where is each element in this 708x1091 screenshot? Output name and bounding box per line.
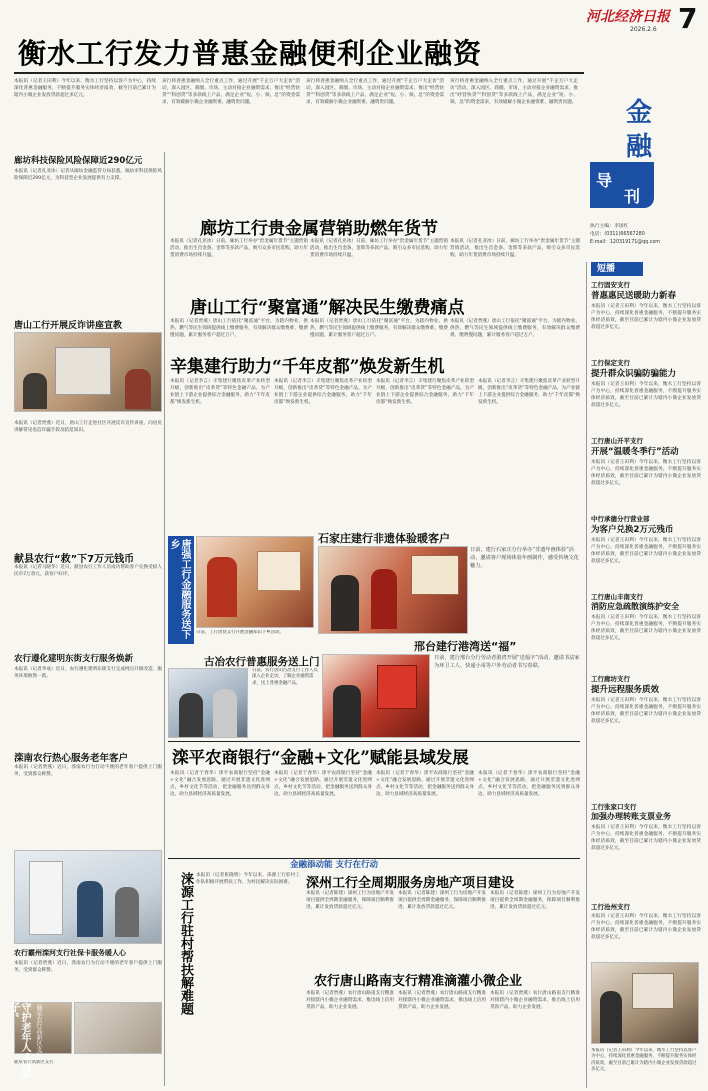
main-body-2: 该行将普惠金融纳入全行重点工作，通过开展“千企万户大走访”活动，深入园区、商圈、市场，主动对接企业融资需求，推出“经营快贷”“科创贷”等多款线上产品，满足企业“短、小、频、急”的资金需求，有效破解小微企业融资难、融资贵问题。 xyxy=(306,79,444,106)
brief-5 xyxy=(591,592,701,664)
main-body-3: 该行将普惠金融纳入全行重点工作，通过开展“千企万户大走访”活动，深入园区、商圈、市场，主动对接企业融资需求，推出“经营快贷”“科创贷”等多款线上产品，满足企业“短、小、频、急”的资金需求，有效破解小微企业融资难、融资贵问题。 xyxy=(450,79,578,106)
lf-body-3: 本报讯（记者孔亚冰）日前，廊坊工行举办“贵金属年货节”主题营销活动，推出生肖金条、金饰等多款产品，吸引众多市民选购，助力年货消费市场持续升温。 xyxy=(450,239,580,259)
brief-7-sub: 加强办理转账支票业务 xyxy=(591,812,671,821)
ts-body-3: 本报讯（记者贾燕）唐山工行依托“聚富通”平台，为辖内物业、供热、燃气等民生领域提供线上缴费服务，有效解决群众缴费难、缴费慢问题，累计服务客户超过万户。 xyxy=(450,319,580,339)
lp-body-3: 本报讯（记者于春华）滦平农商银行坚持“金融+文化”融合发展思路，通过开展非遗文化进网点、乡村文化节等活动，把金融服务送到群众身边，助力县域经济高质量发展。 xyxy=(376,771,474,798)
lf-body-1: 本报讯（记者孔亚冰）日前，廊坊工行举办“贵金属年货节”主题营销活动，推出生肖金条、金饰等多款产品，吸引众多市民选购，助力年货消费市场持续升温。 xyxy=(170,239,308,259)
left-photo-caption: 鹿泉农行高新区支行 xyxy=(14,1060,54,1065)
brief-7 xyxy=(591,802,701,902)
psbc-feature-title: 古冶农行普惠服务送上门 xyxy=(204,656,320,668)
issue-date: 2026.2.6 xyxy=(630,26,657,33)
section-tag-box xyxy=(590,162,654,208)
special-body1-a: 本报讯（记者陈建）深州工行为房地产开发项目提供全周期金融服务，保障项目顺利推进，累计发放贷款超过亿元。 xyxy=(306,891,394,911)
ccb-feature-caption: 日前，建行石家庄分行举办“非遗年画体验”活动，邀请客户现场体验年画制作，感受传统文化魅力。 xyxy=(470,547,579,569)
special-body2-c: 本报讯（记者贾燕）农行唐山路南支行精准对接辖内小微企业融资需求，推出线上信用贷款产品，助力企业发展。 xyxy=(490,991,580,1011)
section-tag xyxy=(586,46,704,256)
brief-8-title: 工行沧州支行 xyxy=(591,903,630,911)
ts-headline: 唐山工行“聚富通”解决民生缴费痛点 xyxy=(190,298,465,318)
masthead xyxy=(586,4,704,42)
brief-5-body: 本报讯（记者王田利）今年以来，衡水工行坚持以客户为中心，持续深化普惠金融服务，不断提升服务实体经济质效，截至目前已累计为辖内小微企业发放贷款超过多亿元。 xyxy=(591,615,701,642)
brief-5-title: 工行唐山丰南支行 xyxy=(591,593,643,601)
special-vert-body: 本报讯（记者崔晓明）今年以来，涞源工行驻村工作队积极开展帮扶工作，为村民解决实际困难。 xyxy=(196,873,300,886)
feature-photo-vert xyxy=(196,536,314,628)
brief-8-body: 本报讯（记者王田利）今年以来，衡水工行坚持以客户为中心，持续深化普惠金融服务，不断提升服务实体经济质效，截至目前已累计为辖内小微企业发放贷款超过多亿元。 xyxy=(591,914,701,941)
email-line: E-mail：120319171@qq.com xyxy=(590,240,660,245)
left-sub7-sub: 鹿泉农行高新区支行 xyxy=(35,1004,42,1058)
xj-body-3: 本报讯（记者李言）辛集建行聚焦皮革产业转型升级，创新推出“皮革贷”等特色金融产品，为产业链上下游企业提供综合金融服务，助力“千年皮都”焕发新生机。 xyxy=(376,379,474,406)
lp-body-2: 本报讯（记者于春华）滦平农商银行坚持“金融+文化”融合发展思路，通过开展非遗文化进网点、乡村文化节等活动，把金融服务送到群众身边，助力县域经济高质量发展。 xyxy=(274,771,372,798)
brief-4-title: 中行承德分行营业部 xyxy=(591,515,650,523)
feature-vertical-title: 唐强工行金融服务送下乡 xyxy=(168,536,194,644)
special-head1: 深州工行全周期服务房地产项目建设 xyxy=(306,876,515,891)
brief-2-body: 本报讯（记者王田利）今年以来，衡水工行坚持以客户为中心，持续深化普惠金融服务，不断提升服务实体经济质效，截至目前已累计为辖内小微企业发放贷款超过多亿元。 xyxy=(591,382,701,409)
briefs-photo xyxy=(591,962,699,1044)
left-photo-1 xyxy=(14,332,162,412)
ts-body-1: 本报讯（记者贾燕）唐山工行依托“聚富通”平台，为辖内物业、供热、燃气等民生领域提供线上缴费服务，有效解决群众缴费难、缴费慢问题，累计服务客户超过万户。 xyxy=(170,319,308,339)
ts-body-2: 本报讯（记者贾燕）唐山工行依托“聚富通”平台，为辖内物业、供热、燃气等民生领域提供线上缴费服务，有效解决群众缴费难、缴费慢问题，累计服务客户超过万户。 xyxy=(310,319,448,339)
left-sub3-title: 献县农行“救”下7万元钱币 xyxy=(14,554,135,565)
xj-body-1: 本报讯（记者李言）辛集建行聚焦皮革产业转型升级，创新推出“皮革贷”等特色金融产品，为产业链上下游企业提供综合金融服务，助力“千年皮都”焕发新生机。 xyxy=(170,379,270,406)
special-body1-c: 本报讯（记者陈建）深州工行为房地产开发项目提供全周期金融服务，保障项目顺利推进，累计发放贷款超过亿元。 xyxy=(490,891,580,911)
page-number: 7 xyxy=(678,2,698,35)
xj-headline: 辛集建行助力“千年皮都”焕发新生机 xyxy=(170,357,445,377)
xt-feature-photo xyxy=(322,654,430,738)
brief-2 xyxy=(591,358,701,431)
brief-5-sub: 消防应急疏散演练护安全 xyxy=(591,602,679,611)
lp-body-4: 本报讯（记者于春华）滦平农商银行坚持“金融+文化”融合发展思路，通过开展非遗文化进网点、乡村文化节等活动，把金融服务送到群众身边，助力县域经济高质量发展。 xyxy=(478,771,580,798)
section-tag-dao: 导 xyxy=(596,171,613,190)
brief-4-sub: 为客户兑换2万元残币 xyxy=(591,525,674,535)
left-sub2-title: 唐山工行开展反诈讲座宣教 xyxy=(14,321,123,331)
brief-6-body: 本报讯（记者王田利）今年以来，衡水工行坚持以客户为中心，持续深化普惠金融服务，不断提升服务实体经济质效，截至目前已累计为辖内小微企业发放贷款超过多亿元。 xyxy=(591,698,701,725)
left-sub3-body: 本报讯（记者马晓华）近日，献县农行工作人员成功帮助客户兑换受损人民币7万余元，获客户好评。 xyxy=(14,565,162,578)
lp-headline: 滦平农商银行“金融+文化”赋能县域发展 xyxy=(172,748,469,767)
brief-6-sub: 提升远程服务质效 xyxy=(591,685,660,695)
left-sub6-title: 农行霸州滦河支行社保卡服务暖人心 xyxy=(14,949,126,957)
left-sub1-body: 本报讯（记者孔亚冰）记者从廊坊金融监管分局获悉，廊坊市科技保险风险保障近290亿元，为科技型企业发展提供有力支撑。 xyxy=(14,169,162,182)
special-body1-b: 本报讯（记者陈建）深州工行为房地产开发项目提供全周期金融服务，保障项目顺利推进，累计发放贷款超过亿元。 xyxy=(398,891,486,911)
special-body2-b: 本报讯（记者贾燕）农行唐山路南支行精准对接辖内小微企业融资需求，推出线上信用贷款产品，助力企业发展。 xyxy=(398,991,486,1011)
ccb-feature-photo xyxy=(318,546,468,634)
brief-2-sub: 提升群众识骗防骗能力 xyxy=(591,369,677,379)
ccb-feature-title: 石家庄建行非遗体验暖客户 xyxy=(318,532,450,545)
xj-body-2: 本报讯（记者李言）辛集建行聚焦皮革产业转型升级，创新推出“皮革贷”等特色金融产品，为产业链上下游企业提供综合金融服务，助力“千年皮都”焕发新生机。 xyxy=(274,379,372,406)
special-head2: 农行唐山路南支行精准滴灌小微企业 xyxy=(314,974,523,989)
psbc-feature-photo xyxy=(168,668,248,738)
section-tag-rong: 融 xyxy=(626,132,653,162)
main-lead: 本报讯（记者王田利）今年以来，衡水工行坚持以客户为中心，持续深化普惠金融服务，不断提升服务实体经济质效，截至目前已累计为辖内小微企业发放贷款超过多亿元。 xyxy=(14,79,156,99)
left-sub2-body: 本报讯（记者贾燕）近日，唐山工行走进社区开展反诈宣传讲座，向居民讲解常见电信诈骗手段及防范知识。 xyxy=(14,421,162,434)
brief-3 xyxy=(591,436,701,509)
section-tag-kan: 刊 xyxy=(624,187,641,206)
brief-7-title: 工行张家口支行 xyxy=(591,803,637,811)
left-sub4-body: 本报讯（记者李成）近日，农行遵化建明东街支行完成网点升级改造，服务环境焕然一新。 xyxy=(14,667,162,680)
brief-8 xyxy=(591,902,701,957)
left-sub4-title: 农行遵化建明东街支行服务焕新 xyxy=(14,654,134,664)
left-photo-2 xyxy=(14,850,162,944)
left-sub5-title: 滦南农行热心服务老年客户 xyxy=(14,753,129,764)
xt-feature-title: 邢台建行港湾送“福” xyxy=(414,640,517,653)
xj-body-4: 本报讯（记者李言）辛集建行聚焦皮革产业转型升级，创新推出“皮革贷”等特色金融产品，为产业链上下游企业提供综合金融服务，助力“千年皮都”焕发新生机。 xyxy=(478,379,580,406)
main-body: 该行将普惠金融纳入全行重点工作，通过开展“千企万户大走访”活动，深入园区、商圈、市场，主动对接企业融资需求，推出“经营快贷”“科创贷”等多款线上产品，满足企业“短、小、频、急”的资金需求，有效破解小微企业融资难、融资贵问题。 xyxy=(162,79,300,106)
left-sub5-body: 本报讯（记者贾燕）近日，滦南农行为行动不便的老年客户提供上门服务，受到群众称赞。 xyxy=(14,765,162,778)
brief-3-title: 工行唐山开平支行 xyxy=(591,437,643,445)
brief-7-body: 本报讯（记者王田利）今年以来，衡水工行坚持以客户为中心，持续深化普惠金融服务，不断提升服务实体经济质效，截至目前已累计为辖内小微企业发放贷款超过多亿元。 xyxy=(591,825,701,852)
brief-1-sub: 普惠惠民送暖助力新春 xyxy=(591,291,677,301)
briefs-tag-label: 短播 xyxy=(597,264,616,274)
brief-1-body: 本报讯（记者王田利）今年以来，衡水工行坚持以客户为中心，持续深化普惠金融服务，不断提升服务实体经济质效，截至目前已累计为辖内小微企业发放贷款超过多亿元。 xyxy=(591,304,701,331)
brief-4 xyxy=(591,514,701,587)
psbc-feature-caption: 日前，农行唐山古冶支行工作人员深入企业走访，了解企业融资需求，送上普惠金融产品。 xyxy=(252,668,318,686)
special-banner: 金融添动能 支行在行动 xyxy=(290,860,378,870)
brief-6-title: 工行廊坊支行 xyxy=(591,675,630,683)
brief-3-sub: 开展“温暖冬季行”活动 xyxy=(591,447,679,457)
special-body2-a: 本报讯（记者贾燕）农行唐山路南支行精准对接辖内小微企业融资需求，推出线上信用贷款产品，助力企业发展。 xyxy=(306,991,394,1011)
feature-vert-caption: 日前，工行唐县支行开展金融知识下乡活动。 xyxy=(196,630,284,635)
left-sub6-body: 本报讯（记者贾燕）近日，滦南农行为行动不便的老年客户提供上门服务，受到群众称赞。 xyxy=(14,961,162,974)
lf-headline: 廊坊工行贵金属营销助燃年货节 xyxy=(200,219,438,239)
special-vertical-title: 涞源工行驻村帮扶解难题 xyxy=(178,872,193,1015)
brief-3-body: 本报讯（记者王田利）今年以来，衡水工行坚持以客户为中心，持续深化普惠金融服务，不断提升服务实体经济质效，截至目前已累计为辖内小微企业发放贷款超过多亿元。 xyxy=(591,460,701,487)
brief-1 xyxy=(591,280,701,353)
left-photo-4 xyxy=(74,1002,162,1054)
left-sub7-title: 守护老年人“钱袋子” xyxy=(8,1002,30,1078)
brief-4-body: 本报讯（记者王田利）今年以来，衡水工行坚持以客户为中心，持续深化普惠金融服务，不断提升服务实体经济质效，截至目前已累计为辖内小微企业发放贷款超过多亿元。 xyxy=(591,538,701,565)
lp-body-1: 本报讯（记者于春华）滦平农商银行坚持“金融+文化”融合发展思路，通过开展非遗文化进网点、乡村文化节等活动，把金融服务送到群众身边，助力县域经济高质量发展。 xyxy=(170,771,270,798)
brief-2-title: 工行保定支行 xyxy=(591,359,630,367)
phone-line: 电话：(0311)66567280 xyxy=(590,232,645,237)
left-sub1-title: 廊坊科技保险风险保障近290亿元 xyxy=(14,156,143,166)
briefs-tag xyxy=(591,262,643,276)
editor-line: 执行主编：李国红 xyxy=(590,224,629,229)
xt-feature-caption: 日前，建行邢台分行劳动者港湾开展“送福字”活动，邀请书法家为环卫工人、快递小哥等户外劳动者书写春联。 xyxy=(434,655,580,669)
left-column xyxy=(8,150,164,1085)
briefs-column xyxy=(586,262,704,1088)
brief-6 xyxy=(591,674,701,797)
paper-name: 河北经济日报 xyxy=(586,9,670,25)
briefs-photo-caption: 本报讯（记者王田利）今年以来，衡水工行坚持以客户为中心，持续深化普惠金融服务，不断提升服务实体经济质效，截至目前已累计为辖内小微企业发放贷款超过多亿元。 xyxy=(591,1048,697,1073)
section-tag-jin: 金 xyxy=(626,98,653,128)
main-headline: 衡水工行发力普惠金融便利企业融资 xyxy=(18,37,483,70)
brief-1-title: 工行固安支行 xyxy=(591,281,630,289)
lf-body-2: 本报讯（记者孔亚冰）日前，廊坊工行举办“贵金属年货节”主题营销活动，推出生肖金条、金饰等多款产品，吸引众多市民选购，助力年货消费市场持续升温。 xyxy=(310,239,448,259)
